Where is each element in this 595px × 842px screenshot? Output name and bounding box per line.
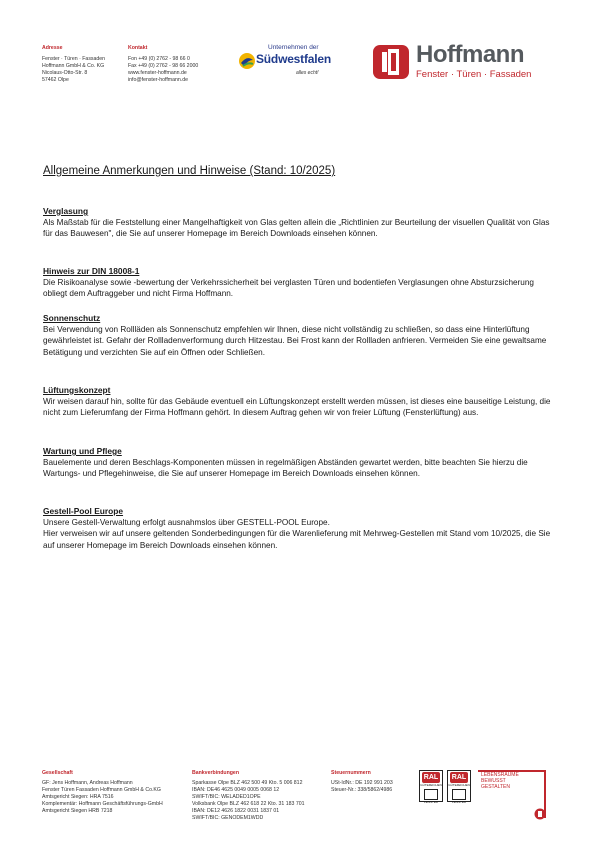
section-sonnenschutz [43,313,553,358]
footer-line: Fenster Türen Fassaden Hoffmann GmbH & Co.KG [42,787,161,793]
footer-line: USt-IdNr.: DE 192 991 203 [331,780,393,786]
contact-phone: Fon +49 (0) 2762 - 98 66 0 [128,56,190,62]
slogan-line: GESTALTEN [481,784,510,790]
slogan-line: LEBENSRÄUME [481,772,519,778]
address-line: 57462 Olpe [42,77,69,83]
footer-line: SWIFT/BIC: WELADED1OPE [192,794,261,800]
suedwestfalen-emblem-icon [238,52,256,70]
ral-badge-montage [447,770,471,802]
section-heading: Verglasung [43,206,89,216]
section-text: Unsere Gestell-Verwaltung erfolgt ausnahmslos über GESTELL-POOL Europe. Hier verweisen wir auf unsere geltenden Sonderbedingungen für die Warenlieferung mit Mehrweg-Gestellen mit Stand vom 10/2025, die Sie auf unserer Homepage im Bereich Downloads einsehen können. [43,518,551,550]
footer-line: Amtsgericht Siegen HRB 7218 [42,808,113,814]
sender-address [42,45,126,84]
contact-fax: Fax +49 (0) 2762 - 98 66 2000 [128,63,199,69]
window-symbol-icon [424,789,438,800]
ral-badge-bottom: FENSTER [451,800,466,804]
section-lueftungskonzept [43,385,553,419]
hoffmann-tagline: Fenster · Türen · Fassaden [416,69,532,80]
hoffmann-logo [372,41,562,84]
contact-website: www.fenster-hoffmann.de [128,70,187,76]
footer-tax-label: Steuernummern [331,770,371,776]
ral-mark: RAL [451,774,467,781]
footer-line: Komplementär: Hoffmann Geschäftsführungs-GmbH [42,801,163,807]
section-heading: Hinweis zur DIN 18008-1 [43,266,140,276]
hoffmann-wordmark: Hoffmann [416,41,524,68]
hoffmann-emblem-icon [372,44,410,80]
section-heading: Lüftungskonzept [43,385,111,395]
section-heading: Sonnenschutz [43,313,101,323]
footer-company-label: Gesellschaft [42,770,73,776]
ral-badge-bottom: FENSTER [423,800,438,804]
footer-company [42,770,192,815]
section-heading: Gestell-Pool Europe [43,506,124,516]
section-text: Bei Verwendung von Rollläden als Sonnenschutz empfehlen wir Ihnen, diese nicht vollständig zu schließen, so dass eine Hinterlüftung gewährleistet ist. Gefahr der Rollladenverformung durch Hitzestau. Bei Frost kann der Rollladen anfrieren. Vermeiden Sie eine gewaltsame Betätigung und verzichten Sie auf ein Öffnen oder Schließen. [43,325,547,357]
section-text: Wir weisen darauf hin, sollte für das Gebäude eventuell ein Lüftungskonzept erstellt werden müssen, ist dieses eine bauseitige Leistung, die nicht zum Lieferumfang der Firma Hoffmann gehört. In diesem Auftrag gehen wir von freier Lüftung (Fensterlüftung) aus. [43,397,551,418]
section-text: Die Risikoanalyse sowie -bewertung der Verkehrssicherheit bei verglasten Türen und bodentiefen Verglasungen ohne Absturzsicherung obliegt dem Auftraggeber und nicht Firma Hoffmann. [43,278,534,299]
address-label: Adresse [42,45,63,51]
footer-line: IBAN: DE46 4625 0049 0005 0068 12 [192,787,280,793]
section-din-18008 [43,266,553,300]
section-gestell-pool [43,506,553,551]
address-line: Hoffmann GmbH & Co. KG [42,63,105,69]
footer-bank-label: Bankverbindungen [192,770,239,776]
suedwestfalen-logo [238,44,348,90]
sender-contact [128,45,228,84]
footer-bank [192,770,327,822]
ral-badge-mid: GÜTEZEICHEN [448,783,470,787]
footer-tax [331,770,416,794]
slogan-line: BEWUSST [481,778,506,784]
section-heading: Wartung und Pflege [43,446,122,456]
footer-line: Sparkasse Olpe BLZ 462 500 49 Kto. 5 006 812 [192,780,303,786]
window-symbol-icon [452,789,466,800]
suedwestfalen-wordmark: Südwestfalen [256,52,331,66]
document-title: Allgemeine Anmerkungen und Hinweise (Stand: 10/2025) [43,165,336,177]
footer-line: Volksbank Olpe BLZ 462 618 22 Kto. 31 183 701 [192,801,305,807]
footer-line: GF: Jens Hoffmann, Andreas Hoffmann [42,780,133,786]
section-text: Als Maßstab für die Feststellung einer Mangelhaftigkeit von Glas gelten allein die „Richtlinien zur Beurteilung der visuellen Qualität von Glas für das Bauwesen", die Sie auf unserer Homepage im Bereich Downloads einsehen können. [43,218,550,239]
contact-label: Kontakt [128,45,148,51]
address-line: Nicolaus-Otto-Str. 8 [42,70,88,76]
footer-line: IBAN: DE12 4626 1822 0031 1837 01 [192,808,280,814]
suedwestfalen-subline: alles echt! [296,70,319,76]
footer-line: SWIFT/BIC: GENODEM1WDD [192,815,264,821]
hoffmann-small-logo-icon [534,808,546,820]
ral-badge-product [419,770,443,802]
footer-line: Amtsgericht Siegen: HRA 7516 [42,794,114,800]
address-line: Fenster · Türen · Fassaden [42,56,106,62]
footer-line: Steuer-Nr.: 338/5862/4986 [331,787,393,793]
section-verglasung [43,206,553,240]
suedwestfalen-small-text: Unternehmen der [268,44,319,51]
contact-email: info@fenster-hoffmann.de [128,77,188,83]
section-wartung-pflege [43,446,553,480]
section-text: Bauelemente und deren Beschlags-Komponenten müssen in regelmäßigen Abständen gewartet werden, bitte beachten Sie hierzu die Wartungs- und Pflegehinweise, die Sie auf unserer Homepage im Bereich Downloads einsehen können. [43,458,528,479]
ral-badge-mid: GÜTEZEICHEN [420,783,442,787]
ral-mark: RAL [423,774,439,781]
